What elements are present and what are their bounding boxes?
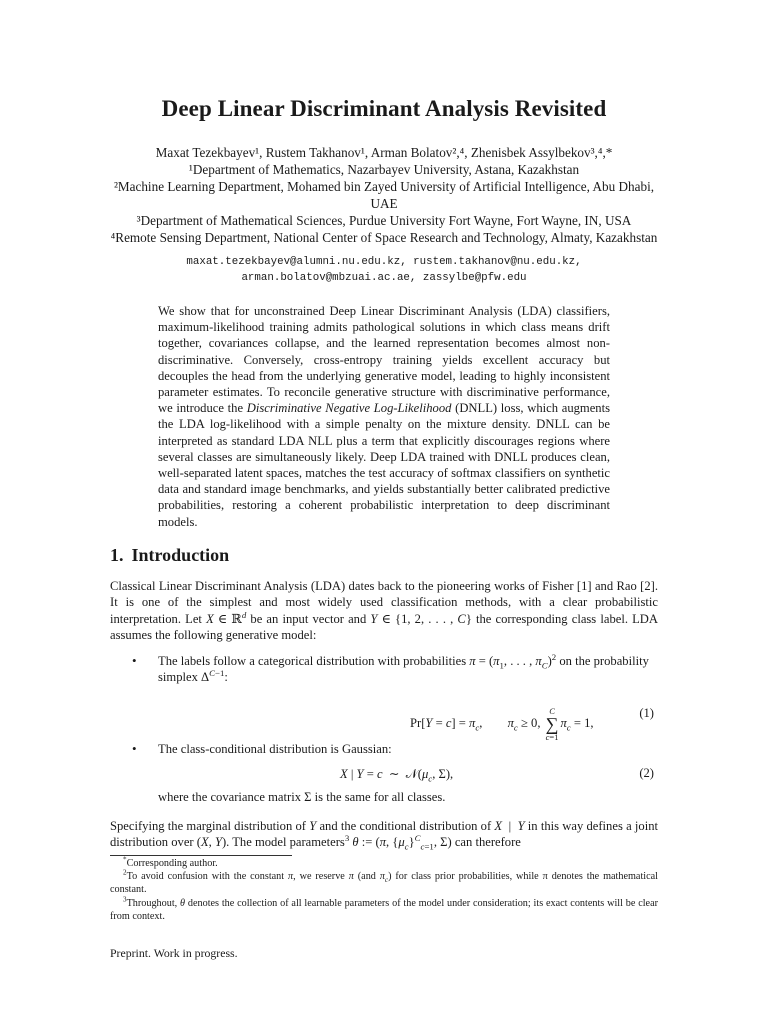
affiliation-3: ³Department of Mathematical Sciences, Purdue University Fort Wayne, Fort Wayne, IN, USA	[136, 213, 632, 228]
footnote-3-b: denotes the collection of all learnable parameters of the model under consideration; its exact contents will be clear from context.	[110, 897, 658, 922]
section-heading	[110, 545, 229, 566]
email-line-1: maxat.tezekbayev@alumni.nu.edu.kz, rustem.takhanov@nu.edu.kz,	[186, 256, 582, 268]
abstract-part-2: (DNLL) loss, which augments the LDA log-likelihood with a simple penalty on the mixture density. DNLL can be interpreted as standard LDA NLL plus a term that explicitly discourages regions where several classes are simultaneously likely. Deep LDA trained with DNLL produces clean, well-separated latent spaces, matches the test accuracy of softmax classifiers on synthetic data and standard image benchmarks, and yields substantially better calibrated predictive probabilities, restoring a coherent probabilistic interpretation to deep discriminant models.	[158, 401, 610, 529]
affiliations	[110, 161, 658, 246]
footnote-2: $^2$To avoid confusion with the constant π, we reserve π (and $\pi_c$) for class prior probabilities, while π denotes the mathematical constant.	[110, 868, 658, 896]
covariance-note-b: is the same for all classes.	[311, 790, 446, 804]
equation-1-body: $Pr[Y = c] = \pi_c$, $\pi_c \ge 0$, C ∑ c=1 $\pi_c = 1$,	[410, 706, 594, 742]
affiliation-4: ⁴Remote Sensing Department, National Center of Space Research and Technology, Almaty, Kazakhstan	[110, 230, 658, 245]
intro-text-3: the corresponding class label. LDA assumes the following generative model:	[110, 611, 658, 642]
footnote-3: $^3$Throughout, θ denotes the collection of all learnable parameters of the model under consideration; its exact contents will be clear from context.	[110, 895, 658, 922]
footnote-2-a: To avoid confusion with the constant	[126, 871, 289, 883]
equation-2	[110, 766, 658, 786]
equation-1-number: (1)	[639, 706, 654, 720]
footnote-2-b: , we reserve	[293, 871, 349, 883]
bullet-dot: •	[132, 653, 137, 668]
footnote-1-text: Corresponding author.	[126, 858, 218, 869]
affiliation-2: ²Machine Learning Department, Mohamed bin Zayed University of Artificial Intelligence, Abu Dhabi, UAE	[113, 179, 655, 211]
para2-text-a: Specifying the marginal distribution of	[110, 819, 310, 833]
bullet-2-text: The class-conditional distribution is Gaussian:	[158, 742, 392, 756]
intro-paragraph: Classical Linear Discriminant Analysis (LDA) dates back to the pioneering works of Fisher [1] and Rao [2]. It is one of the simplest and most widely used classification methods, with a clear probabilistic interpretation. Let X ∈ ℝ$^d$ be an input vector and Y ∈ {1, 2, . . . , C} the corresponding class label. LDA assumes the following generative model:	[110, 579, 658, 642]
affiliation-1: ¹Department of Mathematics, Nazarbayev University, Astana, Kazakhstan	[188, 162, 580, 177]
para2-text-b: and the conditional distribution of	[316, 819, 495, 833]
bullet-1-text-b: on the probability simplex	[158, 654, 649, 685]
para2-text-e: can therefore	[451, 835, 521, 850]
joint-distribution-paragraph: Specifying the marginal distribution of Y and the conditional distribution of X | Y in this way defines a joint distribution over (X, Y). The model parameters$^3$ θ := (π, $\{\mu_c\}^C_{c=1}$, Σ) can therefore	[110, 819, 658, 852]
abstract-italic-term: Discriminative Negative Log-Likelihood	[246, 401, 452, 416]
equation-2-body: X | Y = c ∼ $𝒩(\mu_c$, Σ),	[340, 767, 454, 784]
equation-2-number: (2)	[639, 766, 654, 780]
abstract-part-1: We show that for unconstrained Deep Linear Discriminant Analysis (LDA) classifiers, maximum-likelihood training admits pathological solutions in which class means drift together, covariances collapse, and the learned representation becomes almost non-discriminative. Conversely, cross-entropy training yields excellent accuracy but decouples the head from the underlying generative model, leading to highly inconsistent parameter estimates. To reconcile generative structure with discriminative performance, we introduce the	[158, 304, 610, 416]
para2-text-d: . The model parameters	[226, 835, 345, 850]
author-list: Maxat Tezekbayev¹, Rustem Takhanov¹, Arman Bolatov²,⁴, Zhenisbek Assylbekov³,⁴,*	[155, 145, 613, 160]
bullet-1-text-a: The labels follow a categorical distribution with probabilities	[158, 654, 470, 668]
covariance-note: where the covariance matrix Σ is the same for all classes.	[158, 790, 446, 804]
intro-text-2: be an input vector and	[246, 611, 371, 626]
footnote-2-d: ) for class prior probabilities, while	[388, 871, 543, 883]
footnote-rule	[110, 855, 292, 856]
footnote-star: *Corresponding author.	[123, 855, 218, 869]
bullet-dot: •	[132, 741, 137, 756]
footnote-3-a: Throughout,	[126, 897, 181, 909]
bullet-item-2	[132, 741, 658, 757]
abstract	[158, 303, 610, 530]
footnotes	[110, 857, 658, 923]
email-line-2: arman.bolatov@mbzuai.ac.ae, zassylbe@pfw.edu	[241, 272, 527, 284]
section-number: 1.	[110, 545, 124, 565]
footnote-2-c: (and	[353, 871, 380, 883]
paper-title: Deep Linear Discriminant Analysis Revisited	[161, 96, 607, 121]
bullet-item-1: • The labels follow a categorical distribution with probabilities $\pi = (\pi_1$, . . . , $\pi_C)^2$ on the probability simplex $\Delta^{C-1}$:	[132, 651, 649, 685]
covariance-note-a: where the covariance matrix	[158, 790, 305, 804]
footnote-2-e: denotes the mathematical constant.	[110, 871, 658, 896]
preprint-note: Preprint. Work in progress.	[110, 946, 238, 960]
author-emails	[110, 254, 658, 286]
section-title: Introduction	[131, 545, 230, 565]
equation-1	[110, 706, 658, 742]
para2-text-c: in this way defines a joint distribution over	[110, 819, 658, 850]
intro-text-1: Classical Linear Discriminant Analysis (LDA) dates back to the pioneering works of Fisher [1] and Rao [2]. It is one of the simplest and most widely used classification methods, with a clear probabilistic interpretation. Let	[110, 579, 658, 626]
